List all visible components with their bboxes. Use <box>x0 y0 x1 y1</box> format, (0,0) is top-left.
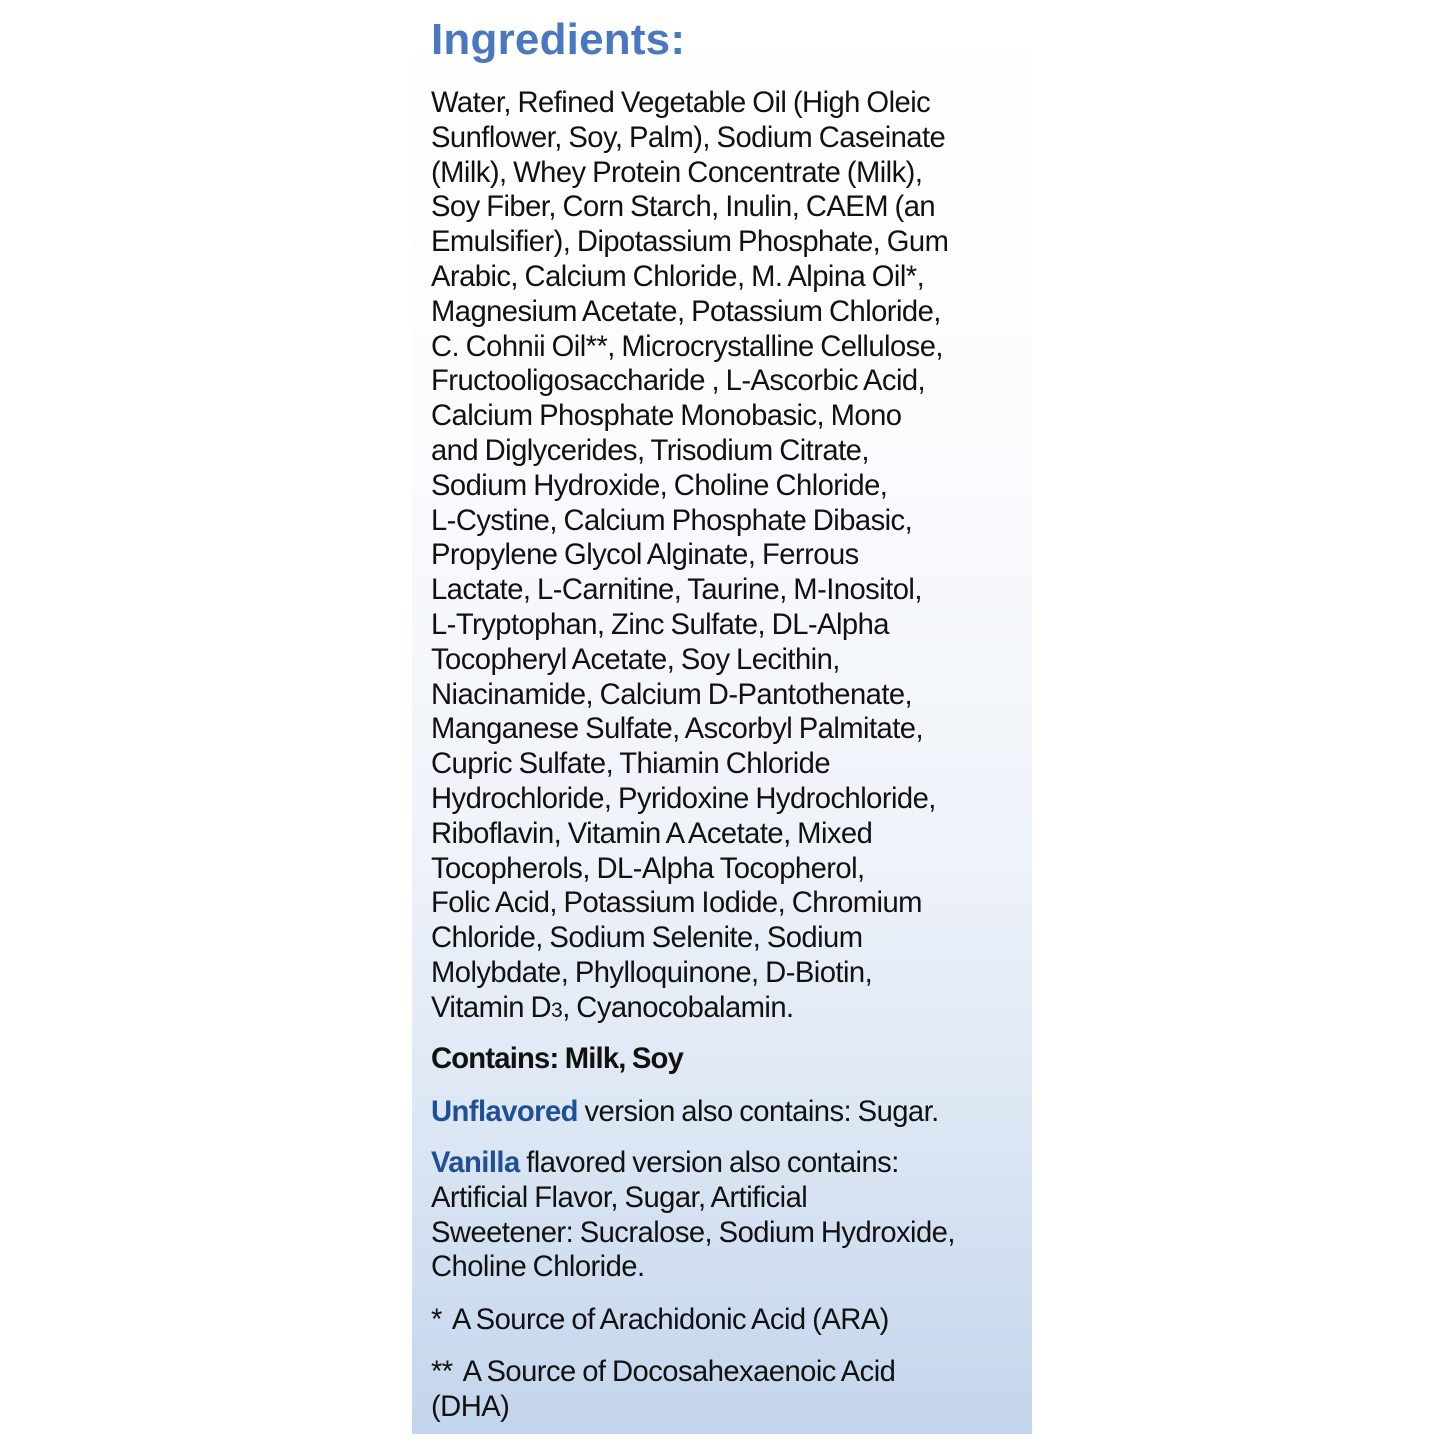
ingredient-line: L-Tryptophan, Zinc Sulfate, DL-Alpha <box>431 608 889 641</box>
vanilla-first-line <box>431 1146 1031 1181</box>
ingredient-line: Cupric Sulfate, Thiamin Chloride <box>431 748 831 781</box>
vitamin-d-suffix: , Cyanocobalamin. <box>562 991 794 1024</box>
ingredients-title: Ingredients: <box>431 15 686 64</box>
ingredient-line: Folic Acid, Potassium Iodide, Chromium <box>431 887 922 920</box>
ingredient-line-last <box>431 991 1031 1029</box>
ingredient-line: Calcium Phosphate Monobasic, Mono <box>431 400 902 433</box>
allergen-statement: Contains: Milk, Soy <box>431 1043 684 1075</box>
ingredient-line: Fructooligosaccharide , L-Ascorbic Acid, <box>431 365 926 398</box>
footnote-mark: * <box>431 1304 442 1336</box>
footnote-text: A Source of Docosahexaenoic Acid <box>462 1356 896 1388</box>
footnote-mark: ** <box>431 1356 453 1388</box>
ingredients-panel <box>412 0 1032 1434</box>
vitamin-d-prefix: Vitamin D <box>431 991 552 1024</box>
footnote-continuation: (DHA) <box>431 1390 510 1423</box>
ingredient-line: Hydrochloride, Pyridoxine Hydrochloride, <box>431 782 936 815</box>
ingredient-line: C. Cohnii Oil**, Microcrystalline Cellulose, <box>431 330 943 363</box>
ingredient-line: Tocopheryl Acetate, Soy Lecithin, <box>431 643 840 676</box>
footnote-dha <box>431 1355 1031 1425</box>
ingredient-line: Water, Refined Vegetable Oil (High Oleic <box>431 87 931 119</box>
ingredient-line: Arabic, Calcium Chloride, M. Alpina Oil*, <box>431 260 925 293</box>
ingredient-line: Soy Fiber, Corn Starch, Inulin, CAEM (an <box>431 191 936 224</box>
ingredient-line: Chloride, Sodium Selenite, Sodium <box>431 922 863 955</box>
footnote-first-line <box>431 1355 1031 1390</box>
unflavored-note <box>431 1095 1031 1130</box>
ingredient-line: Sodium Hydroxide, Choline Chloride, <box>431 469 888 502</box>
footnote-text: A Source of Arachidonic Acid (ARA) <box>451 1304 889 1336</box>
ingredient-line: Emulsifier), Dipotassium Phosphate, Gum <box>431 226 949 259</box>
vanilla-line: Artificial Flavor, Sugar, Artificial <box>431 1181 808 1214</box>
ingredient-line: Riboflavin, Vitamin A Acetate, Mixed <box>431 817 873 850</box>
vanilla-line: Sweetener: Sucralose, Sodium Hydroxide, <box>431 1216 955 1249</box>
footnote-ara <box>431 1303 1031 1338</box>
ingredient-line: and Diglycerides, Trisodium Citrate, <box>431 434 869 467</box>
ingredient-line: Tocopherols, DL-Alpha Tocopherol, <box>431 852 865 885</box>
ingredient-line: Propylene Glycol Alginate, Ferrous <box>431 539 859 572</box>
ingredient-line: Magnesium Acetate, Potassium Chloride, <box>431 295 941 328</box>
ingredients-list <box>431 86 1031 1029</box>
vitamin-d-subscript: 3 <box>551 998 563 1022</box>
ingredient-line: Molybdate, Phylloquinone, D-Biotin, <box>431 956 873 989</box>
vanilla-line: Choline Chloride. <box>431 1251 645 1284</box>
ingredient-line: Manganese Sulfate, Ascorbyl Palmitate, <box>431 713 924 746</box>
unflavored-text: version also contains: Sugar. <box>577 1096 939 1128</box>
unflavored-highlight: Unflavored <box>431 1096 578 1128</box>
ingredient-line: Sunflower, Soy, Palm), Sodium Caseinate <box>431 121 946 154</box>
vanilla-highlight: Vanilla <box>431 1147 520 1179</box>
ingredient-line: L-Cystine, Calcium Phosphate Dibasic, <box>431 504 913 537</box>
vanilla-note <box>431 1146 1031 1285</box>
ingredient-line: Lactate, L-Carnitine, Taurine, M-Inositol, <box>431 574 922 607</box>
ingredient-line: (Milk), Whey Protein Concentrate (Milk), <box>431 156 923 189</box>
vanilla-text: flavored version also contains: <box>519 1147 899 1179</box>
ingredient-line: Niacinamide, Calcium D-Pantothenate, <box>431 678 913 711</box>
